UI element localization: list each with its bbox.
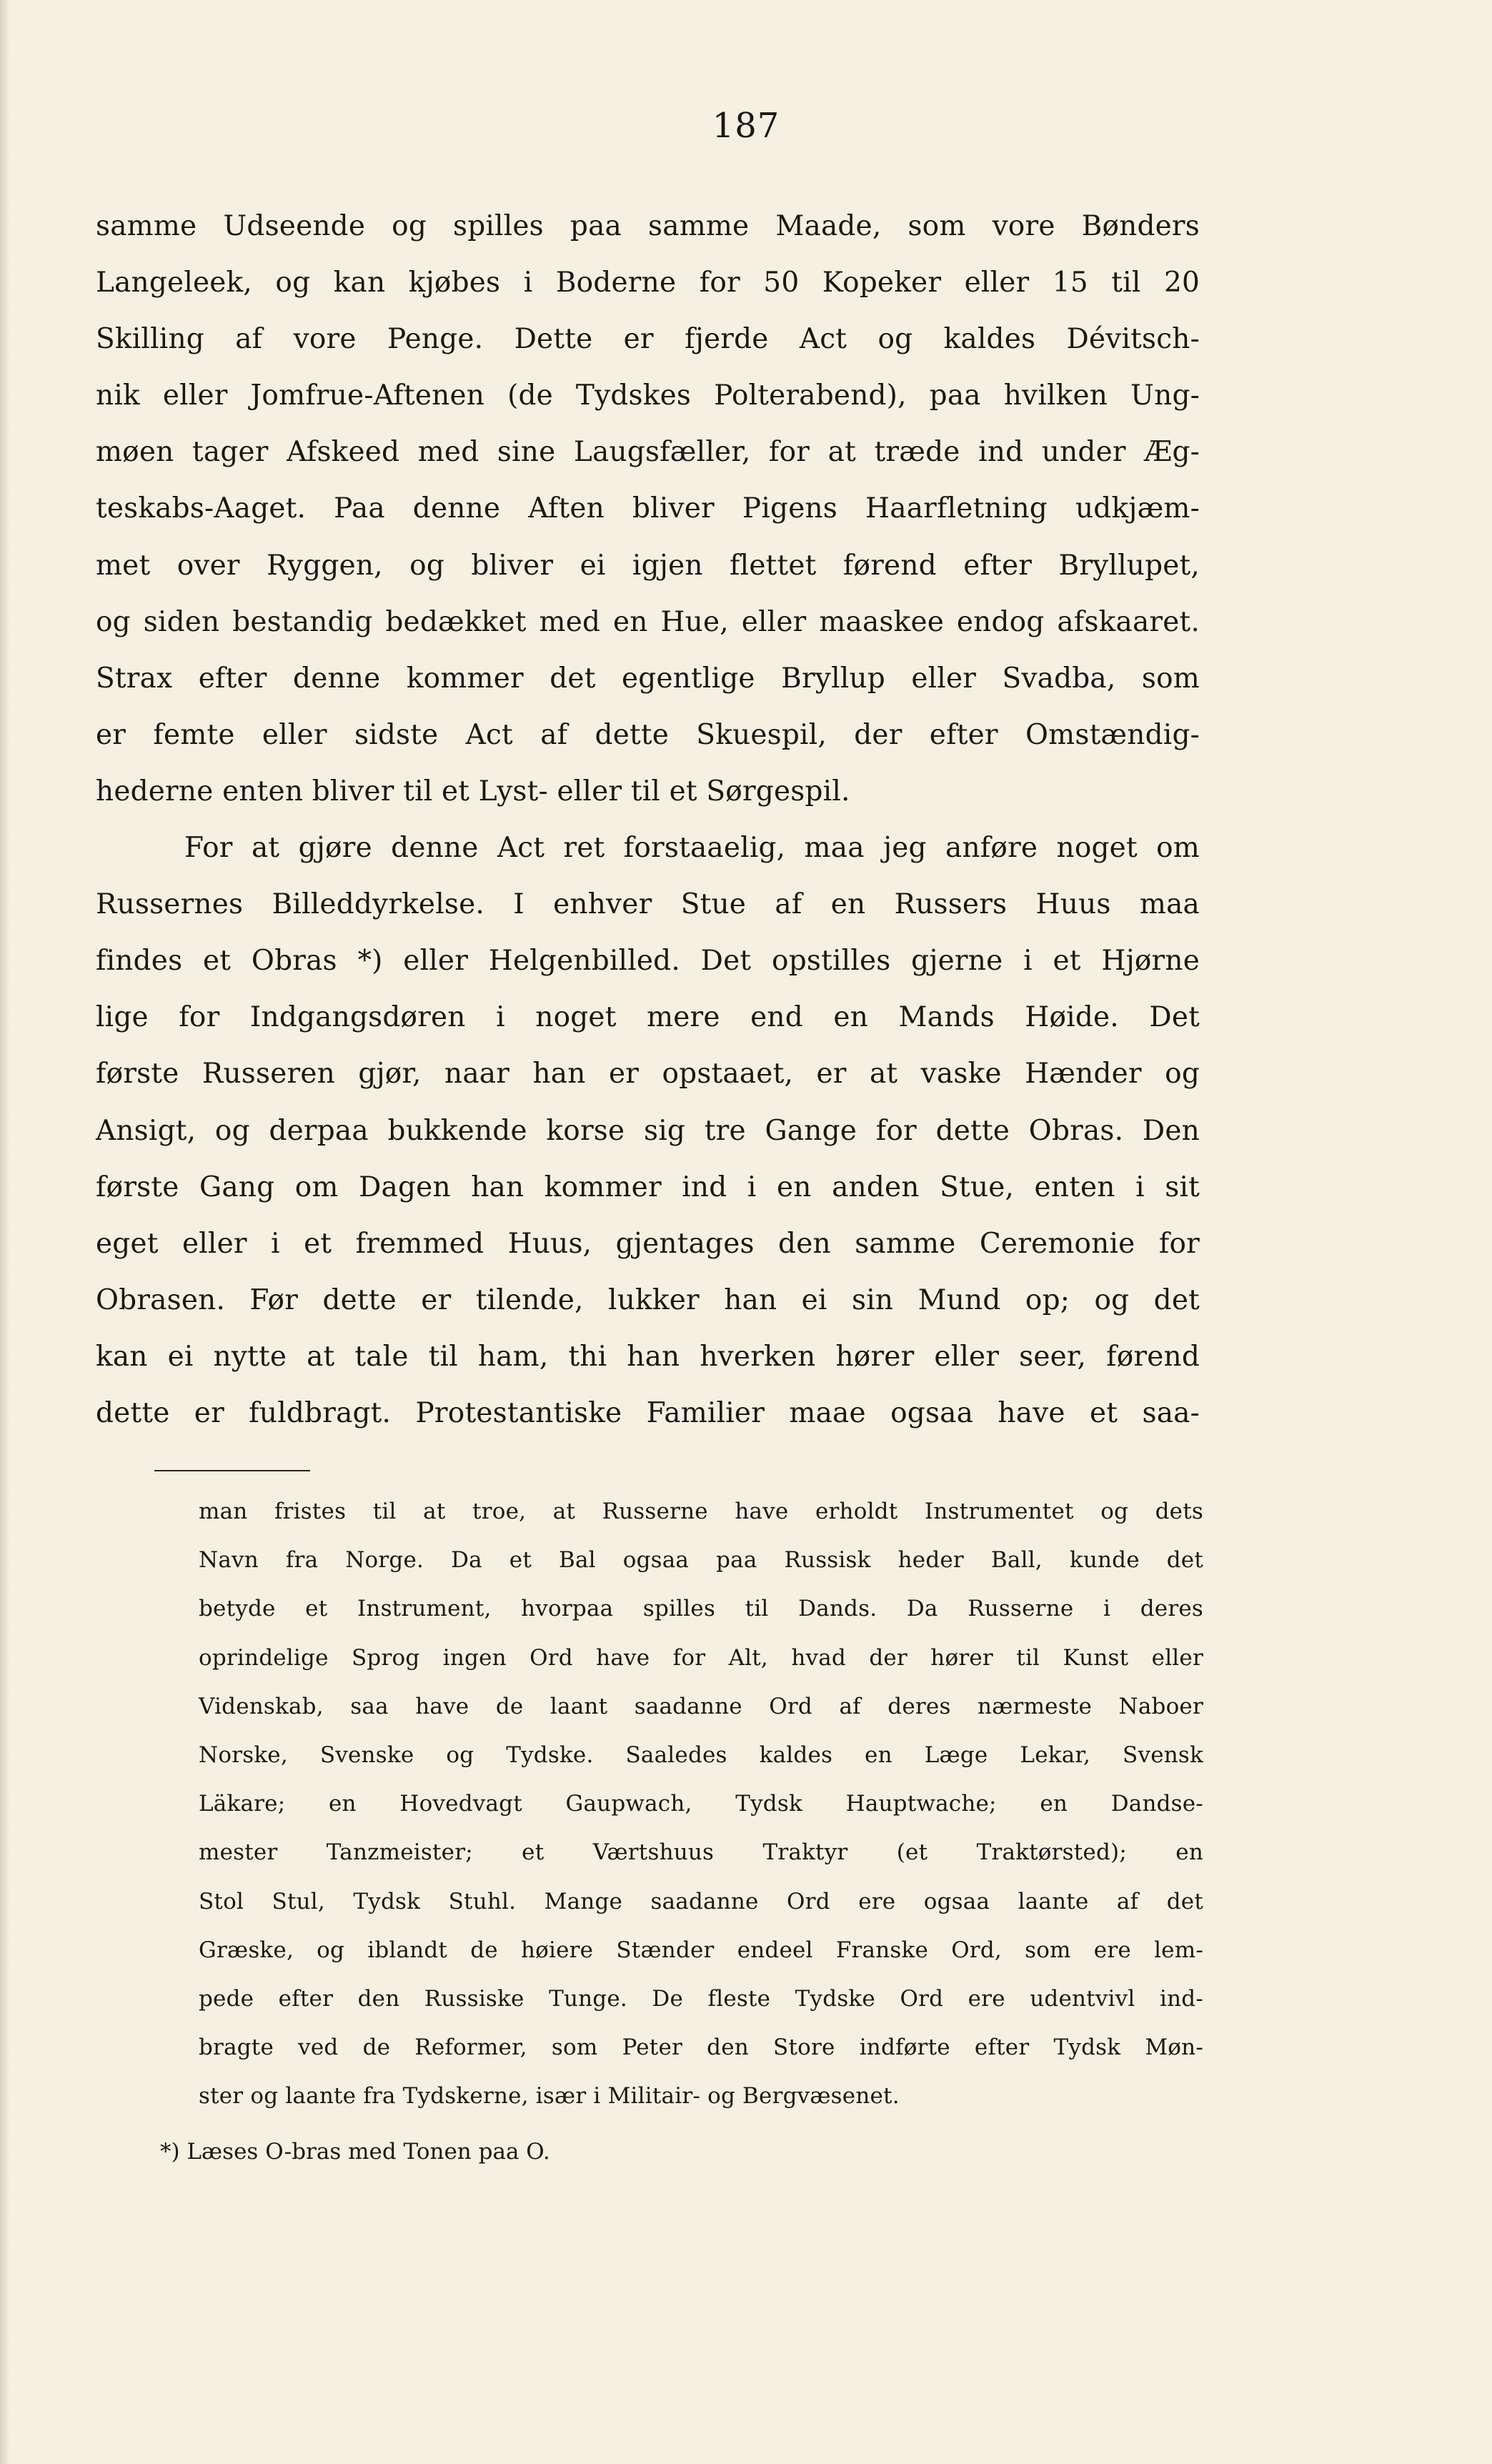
text-line: teskabs-Aaget. Paa denne Aften bliver Pigens Haarfletning udkjæm- [96, 492, 1200, 525]
footnote-line: betyde et Instrument, hvorpaa spilles til Dands. Da Russerne i deres [199, 1596, 1203, 1622]
text-line: nik eller Jomfrue-Aftenen (de Tydskes Polterabend), paa hvilken Ung- [96, 379, 1200, 412]
main-text-block [96, 198, 1200, 1441]
text-line: lige for Indgangsdøren i noget mere end en Mands Høide. Det [96, 1001, 1200, 1034]
page-number: 187 [712, 106, 780, 146]
text-line: Skilling af vore Penge. Dette er fjerde Act og kaldes Dévitsch- [96, 323, 1200, 356]
text-line: met over Ryggen, og bliver ei igjen flettet førend efter Bryllupet, [96, 549, 1200, 582]
paragraph-billeddyrkelse [96, 820, 1200, 1441]
text-line: eget eller i et fremmed Huus, gjentages den samme Ceremonie for [96, 1227, 1200, 1260]
footnote-line: oprindelige Sprog ingen Ord have for Alt, hvad der hører til Kunst eller [199, 1644, 1203, 1671]
text-line: findes et Obras *) eller Helgenbilled. Det opstilles gjerne i et Hjørne [96, 945, 1200, 978]
text-line: første Gang om Dagen han kommer ind i en anden Stue, enten i sit [96, 1171, 1200, 1203]
footnote-line: bragte ved de Reformer, som Peter den Store indførte efter Tydsk Møn- [199, 2035, 1203, 2061]
footnote-obras: *) Læses O-bras med Tonen paa O. [160, 2139, 550, 2165]
footnote-line: Græske, og iblandt de høiere Stænder endeel Franske Ord, som ere lem- [199, 1937, 1203, 1963]
text-line: kan ei nytte at tale til ham, thi han hverken hører eller seer, førend [96, 1340, 1200, 1373]
footnote-line: man fristes til at troe, at Russerne have erholdt Instrumentet og dets [199, 1499, 1203, 1524]
text-line: hederne enten bliver til et Lyst- eller til et Sørgespil. [96, 775, 850, 808]
footnote-block [199, 1487, 1203, 2120]
footnote-line: Norske, Svenske og Tydske. Saaledes kaldes en Læge Lekar, Svensk [199, 1742, 1203, 1768]
paragraph-continued [96, 198, 1200, 820]
text-line: møen tager Afskeed med sine Laugsfæller, for at træde ind under Æg- [96, 436, 1200, 469]
text-line: dette er fuldbragt. Protestantiske Familier maae ogsaa have et saa- [96, 1396, 1200, 1429]
footnote-line: pede efter den Russiske Tunge. De fleste Tydske Ord ere udentvivl ind- [199, 1985, 1203, 2012]
page-edge-shadow [0, 0, 10, 2464]
text-line: For at gjøre denne Act ret forstaaelig, maa jeg anføre noget om [184, 832, 1200, 865]
text-line: første Russeren gjør, naar han er opstaaet, er at vaske Hænder og [96, 1058, 1200, 1091]
text-line: Ansigt, og derpaa bukkende korse sig tre Gange for dette Obras. Den [96, 1114, 1200, 1147]
text-line: Langeleek, og kan kjøbes i Boderne for 50 Kopeker eller 15 til 20 [96, 267, 1200, 299]
text-line: og siden bestandig bedækket med en Hue, eller maaskee endog afskaaret. [96, 605, 1200, 638]
text-line: Russernes Billeddyrkelse. I enhver Stue af en Russers Huus maa [96, 888, 1200, 921]
footnote-line: Läkare; en Hovedvagt Gaupwach, Tydsk Hauptwache; en Dandse- [199, 1791, 1203, 1817]
text-line: er femte eller sidste Act af dette Skuespil, der efter Omstændig- [96, 718, 1200, 751]
text-line: samme Udseende og spilles paa samme Maade, som vore Bønders [96, 210, 1200, 242]
text-line: Strax efter denne kommer det egentlige Bryllup eller Svadba, som [96, 662, 1200, 695]
footnote-line: ster og laante fra Tydskerne, især i Militair- og Bergvæsenet. [199, 2083, 900, 2110]
footnote-line: mester Tanzmeister; et Værtshuus Traktyr (et Traktørsted); en [199, 1839, 1203, 1866]
footnote-line: Stol Stul, Tydsk Stuhl. Mange saadanne Ord ere ogsaa laante af det [199, 1888, 1203, 1914]
text-line: Obrasen. Før dette er tilendе, lukker han ei sin Mund op; og det [96, 1283, 1200, 1316]
footnote-line: Videnskab, saa have de laant saadanne Ord af deres nærmeste Naboer [199, 1693, 1203, 1719]
footnote-line: Navn fra Norge. Da et Bal ogsaa paa Russisk heder Ball, kunde det [199, 1547, 1203, 1574]
footnote-divider [154, 1470, 310, 1471]
